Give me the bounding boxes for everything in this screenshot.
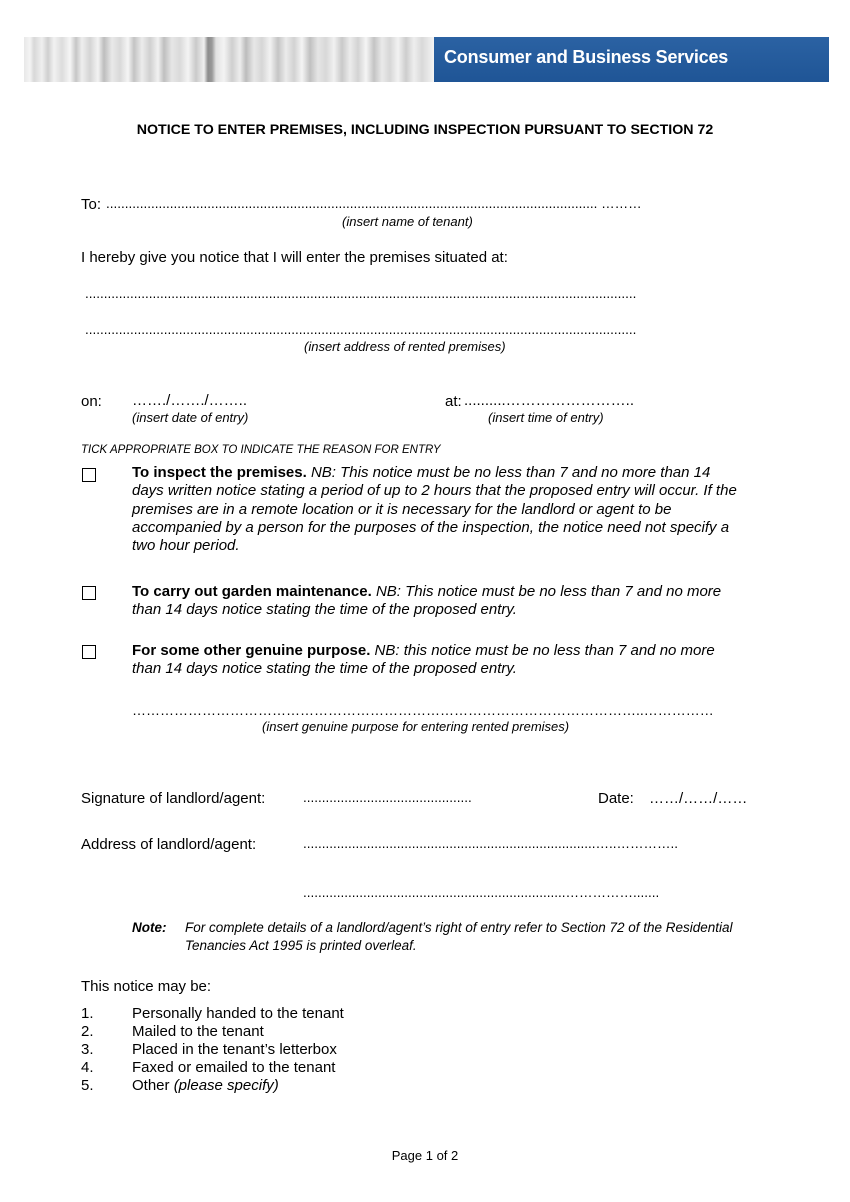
signature-label: Signature of landlord/agent: <box>81 790 266 807</box>
delivery-item: Placed in the tenant’s letterbox <box>132 1041 337 1058</box>
page-title: NOTICE TO ENTER PREMISES, INCLUDING INSPECTION PURSUANT TO SECTION 72 <box>136 122 714 138</box>
note-label: Note: <box>132 920 167 935</box>
reason-other-checkbox[interactable] <box>82 645 96 659</box>
landlord-address-line-2[interactable]: ......................................................................……………....... <box>303 885 660 900</box>
entry-time-field[interactable]: ..........…………………….. <box>464 392 635 409</box>
reason-inspect-text-5: two hour period. <box>132 537 240 555</box>
delivery-item: Mailed to the tenant <box>132 1023 264 1040</box>
at-label: at: <box>445 393 462 410</box>
purpose-field[interactable]: ………………………………………………………………………………………………..…………… <box>132 702 714 718</box>
brand-name: Consumer and Business Services <box>444 47 729 67</box>
reason-inspect-text-4: accompanied by a person for the purposes of the inspection, the notice need not specify a <box>132 518 730 536</box>
address-line-1[interactable]: ................................................................................................................................................... <box>85 286 637 301</box>
banner-stripes <box>24 37 434 82</box>
delivery-item-number: 2. <box>81 1023 94 1040</box>
reason-garden <box>132 583 777 620</box>
note-line-2: Tenancies Act 1995 is printed overleaf. <box>185 938 417 953</box>
delivery-item-text: Other <box>132 1077 174 1094</box>
signature-date-field[interactable]: ……/……/…… <box>649 790 748 807</box>
delivery-item-number: 4. <box>81 1059 94 1076</box>
reason-garden-checkbox[interactable] <box>82 586 96 600</box>
delivery-intro: This notice may be: <box>81 978 212 995</box>
reason-inspect-text-1: NB: This notice must be no less than 7 and no more than 14 <box>306 464 711 481</box>
header-banner <box>24 37 829 82</box>
delivery-item: Faxed or emailed to the tenant <box>132 1059 336 1076</box>
signature-field[interactable]: ............................................. <box>303 790 472 805</box>
on-label: on: <box>81 393 102 410</box>
delivery-item-extra: (please specify) <box>173 1077 279 1094</box>
delivery-item-number: 5. <box>81 1077 94 1094</box>
reason-other-text-1: NB: this notice must be no less than 7 and no more <box>370 642 715 659</box>
reason-other-text-2: than 14 days notice stating the time of the proposed entry. <box>132 660 517 678</box>
entry-date-field[interactable]: ……./……./…….. <box>132 392 248 409</box>
reason-inspect-text-3: premises are in a remote location or it is necessary for the landlord or agent to be <box>132 500 672 518</box>
reason-inspect-checkbox[interactable] <box>82 468 96 482</box>
entry-time-hint: (insert time of entry) <box>488 410 604 425</box>
tenant-name-field[interactable]: ................................................................................................................................... ……… <box>106 196 642 211</box>
address-line-2[interactable]: ................................................................................................................................................... <box>85 322 637 337</box>
reason-inspect-text-2: days written notice stating a period of up to 2 hours that the proposed entry will occur. If the <box>132 482 737 500</box>
reason-inspect <box>132 464 777 555</box>
address-hint: (insert address of rented premises) <box>304 339 506 354</box>
date-label: Date: <box>598 790 634 807</box>
landlord-address-line-1[interactable]: ..............................................................................…..………….. <box>303 836 679 851</box>
page-number: Page 1 of 2 <box>391 1148 459 1163</box>
delivery-item: Personally handed to the tenant <box>132 1005 344 1022</box>
reason-inspect-title: To inspect the premises. <box>132 464 307 481</box>
reason-garden-text-1: NB: This notice must be no less than 7 and no more <box>371 583 722 600</box>
delivery-item <box>132 1077 279 1094</box>
note-line-1: For complete details of a landlord/agent’s right of entry refer to Section 72 of the Residential <box>185 920 733 935</box>
entry-date-hint: (insert date of entry) <box>132 410 249 425</box>
tenant-name-hint: (insert name of tenant) <box>342 214 473 229</box>
reason-other <box>132 642 777 679</box>
notice-intro: I hereby give you notice that I will enter the premises situated at: <box>81 249 508 266</box>
landlord-address-label: Address of landlord/agent: <box>81 836 257 853</box>
delivery-item-number: 1. <box>81 1005 94 1022</box>
reason-other-title: For some other genuine purpose. <box>132 642 371 659</box>
reason-garden-text-2: than 14 days notice stating the time of the proposed entry. <box>132 601 517 619</box>
reason-garden-title: To carry out garden maintenance. <box>132 583 372 600</box>
delivery-item-number: 3. <box>81 1041 94 1058</box>
purpose-hint: (insert genuine purpose for entering rented premises) <box>262 719 570 734</box>
tick-instruction: TICK APPROPRIATE BOX TO INDICATE THE REASON FOR ENTRY <box>81 444 441 456</box>
to-label: To: <box>81 196 102 213</box>
